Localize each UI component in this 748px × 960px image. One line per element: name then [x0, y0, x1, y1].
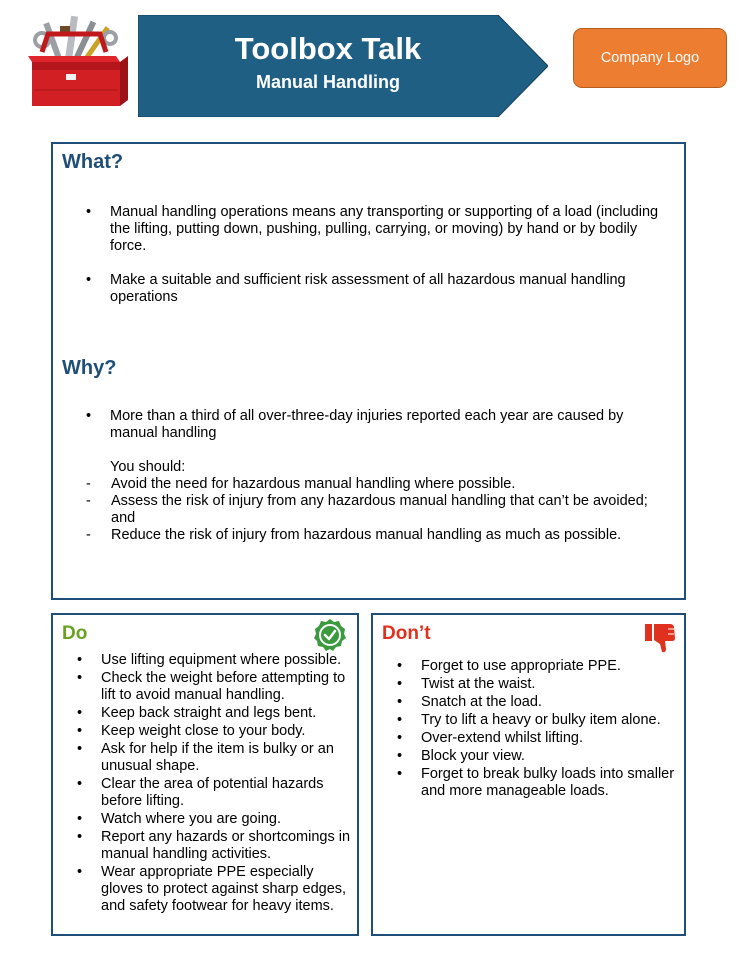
list-item: • Forget to break bulky loads into smaller and more manageable loads.: [397, 766, 682, 800]
what-why-section: [51, 142, 686, 600]
toolbox-icon: [20, 12, 130, 112]
list-item: • Keep back straight and legs bent.: [77, 705, 357, 722]
do-list: [77, 652, 357, 916]
list-item: • Try to lift a heavy or bulky item alone.: [397, 712, 682, 729]
list-item: • Use lifting equipment where possible.: [77, 652, 357, 669]
list-item: • More than a third of all over-three-day injuries reported each year are caused by manual handling: [86, 408, 671, 442]
do-heading: Do: [62, 623, 88, 644]
list-item: [86, 527, 676, 544]
list-item: • Make a suitable and sufficient risk assessment of all hazardous manual handling operations: [86, 272, 671, 306]
dash-marker: -: [86, 527, 91, 543]
list-item: • Clear the area of potential hazards before lifting.: [77, 776, 357, 810]
list-item: • Manual handling operations means any transporting or supporting of a load (including the lifting, putting down, pushing, pulling, carrying, or moving) by hand or by bodily force.: [86, 204, 671, 255]
thumbs-down-icon: [644, 622, 678, 659]
what-list: [86, 204, 671, 323]
what-heading: What?: [62, 151, 124, 173]
list-item: [86, 493, 676, 527]
list-item-text: Assess the risk of injury from any hazardous manual handling that can’t be avoided; and: [111, 493, 648, 526]
page-subtitle: Manual Handling: [256, 72, 400, 92]
list-item: • Keep weight close to your body.: [77, 723, 357, 740]
dash-marker: -: [86, 493, 91, 509]
list-item: • Forget to use appropriate PPE.: [397, 658, 682, 675]
you-should-block: [86, 459, 676, 544]
list-item: • Check the weight before attempting to lift to avoid manual handling.: [77, 670, 357, 704]
list-item: • Ask for help if the item is bulky or an unusual shape.: [77, 741, 357, 775]
dash-marker: -: [86, 476, 91, 492]
you-should-label: You should:: [110, 459, 186, 475]
do-section: [51, 613, 359, 936]
list-item: • Over-extend whilst lifting.: [397, 730, 682, 747]
list-item-text: Avoid the need for hazardous manual handling where possible.: [111, 476, 516, 492]
why-list: [86, 408, 671, 459]
list-item: • Report any hazards or shortcomings in manual handling activities.: [77, 829, 357, 863]
dont-list: [397, 658, 682, 801]
list-item: • Snatch at the load.: [397, 694, 682, 711]
dont-section: [371, 613, 686, 936]
list-item: • Twist at the waist.: [397, 676, 682, 693]
page-title: Toolbox Talk: [234, 31, 422, 66]
list-item: • Watch where you are going.: [77, 811, 357, 828]
company-logo: Company Logo: [573, 28, 727, 88]
header-banner: [138, 15, 548, 117]
list-item-text: Reduce the risk of injury from hazardous manual handling as much as possible.: [111, 527, 622, 543]
why-heading: Why?: [62, 357, 117, 379]
list-item: • Wear appropriate PPE especially gloves to protect against sharp edges, and safety footwear for heavy items.: [77, 864, 357, 915]
list-item: • Block your view.: [397, 748, 682, 765]
list-item: [86, 476, 676, 493]
dont-heading: Don’t: [382, 623, 431, 644]
